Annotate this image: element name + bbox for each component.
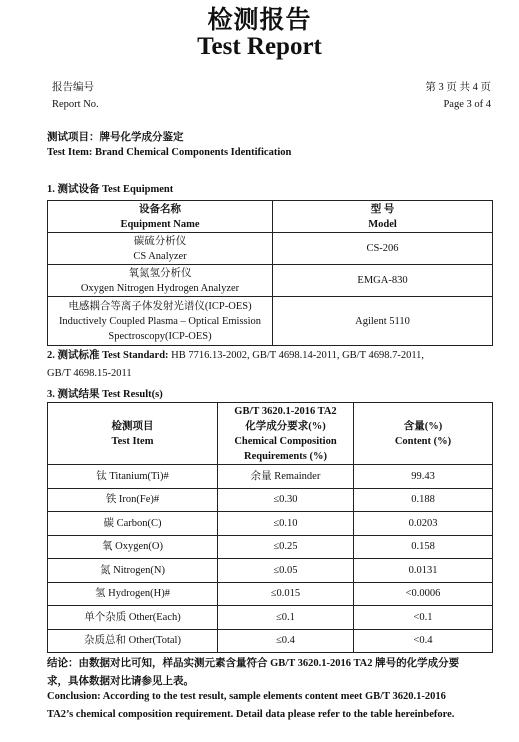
requirement-header-cn: 化学成分要求(%): [245, 420, 326, 432]
equipment-model-cell: Agilent 5110: [273, 297, 493, 346]
result-item-cell: 钛 Titanium(Ti)#: [48, 465, 218, 489]
title-english: Test Report: [197, 33, 322, 60]
result-item-cell: 杂质总和 Other(Total): [48, 629, 218, 653]
result-requirement-cell: 余量 Remainder: [218, 465, 354, 489]
equipment-name-cn: 氧氮氢分析仪: [128, 267, 192, 279]
result-row: [48, 535, 493, 559]
page-indicator-cn: 第 3 页 共 4 页: [425, 82, 491, 93]
equipment-name-en: Inductively Coupled Plasma – Optical Emission: [58, 315, 262, 327]
content-header: [354, 403, 493, 465]
equipment-header-row: [48, 201, 493, 233]
test-item-header-en: Test Item: [111, 435, 154, 447]
test-standard-block: [47, 347, 497, 383]
equipment-row: [48, 233, 493, 265]
report-no-label-en: Report No.: [52, 99, 99, 110]
result-content-cell: 0.0131: [354, 559, 493, 583]
result-requirement-cell: ≤0.10: [218, 512, 354, 536]
model-header: [273, 201, 493, 233]
test-item-en: Test Item: Brand Chemical Components Identification: [47, 147, 292, 158]
result-requirement-cell: ≤0.25: [218, 535, 354, 559]
title-chinese: 检测报告: [207, 7, 312, 34]
result-content-cell: 0.0203: [354, 512, 493, 536]
result-item-cell: 氧 Oxygen(O): [48, 535, 218, 559]
result-content-cell: <0.4: [354, 629, 493, 653]
equipment-model-cell: CS-206: [273, 233, 493, 265]
equipment-model-cell: EMGA-830: [273, 265, 493, 297]
conclusion-en-line2: TA2’s chemical composition requirement. Detail data please refer to the table hereinbefore.: [47, 709, 455, 720]
equipment-name-cell: [48, 265, 273, 297]
test-item-cn: 测试项目：牌号化学成分鉴定: [47, 132, 184, 143]
requirement-header-standard: GB/T 3620.1-2016 TA2: [234, 405, 337, 417]
content-header-en: Content (%): [394, 435, 452, 447]
equipment-name-en: Oxygen Nitrogen Hydrogen Analyzer: [80, 282, 240, 294]
result-item-cell: 单个杂质 Other(Each): [48, 606, 218, 630]
test-standard-text: HB 7716.13-2002, GB/T 4698.14-2011, GB/T 4698.7-2011,: [168, 350, 425, 361]
result-requirement-cell: ≤0.30: [218, 488, 354, 512]
model-header-en: Model: [368, 218, 397, 230]
result-content-cell: 0.158: [354, 535, 493, 559]
content-header-cn: 含量(%): [403, 420, 443, 432]
result-content-cell: <0.1: [354, 606, 493, 630]
equipment-name-en: CS Analyzer: [133, 250, 187, 262]
requirement-header-en-line2: Requirements (%): [244, 450, 327, 462]
conclusion-en-line1: Conclusion: According to the test result, sample elements content meet GB/T 3620.1-2016: [47, 691, 446, 702]
result-content-cell: 0.188: [354, 488, 493, 512]
result-row: [48, 606, 493, 630]
result-requirement-cell: ≤0.015: [218, 582, 354, 606]
result-row: [48, 512, 493, 536]
result-item-cell: 氮 Nitrogen(N): [48, 559, 218, 583]
conclusion-cn-line2: 求，具体数据对比请参见上表。: [47, 676, 194, 687]
result-requirement-cell: ≤0.05: [218, 559, 354, 583]
result-item-cell: 铁 Iron(Fe)#: [48, 488, 218, 512]
report-no-label-cn: 报告编号: [52, 82, 94, 93]
equipment-heading: 1. 测试设备 Test Equipment: [47, 184, 174, 195]
result-row: [48, 488, 493, 512]
equipment-name-header: [48, 201, 273, 233]
results-table: [47, 402, 493, 653]
equipment-name-en-line2: Spectroscopy(ICP-OES): [108, 330, 212, 342]
equipment-name-header-cn: 设备名称: [139, 203, 181, 215]
result-content-cell: 99.43: [354, 465, 493, 489]
test-item-header: [48, 403, 218, 465]
conclusion-cn: [47, 655, 497, 691]
test-item-header-cn: 检测项目: [111, 420, 154, 432]
equipment-row: [48, 265, 493, 297]
conclusion-cn-line1: 结论：由数据对比可知，样品实测元素含量符合 GB/T 3620.1-2016 TA2 牌号的化学成分要: [47, 658, 460, 669]
result-content-cell: <0.0006: [354, 582, 493, 606]
result-row: [48, 465, 493, 489]
equipment-name-header-en: Equipment Name: [120, 218, 200, 230]
result-requirement-cell: ≤0.4: [218, 629, 354, 653]
requirement-header-en: Chemical Composition: [234, 435, 337, 447]
equipment-name-cell: [48, 233, 273, 265]
conclusion-en: [47, 688, 497, 724]
requirement-header: [218, 403, 354, 465]
equipment-name-cn: 碳硫分析仪: [133, 235, 187, 247]
page-indicator-en: Page 3 of 4: [443, 99, 491, 110]
result-item-cell: 碳 Carbon(C): [48, 512, 218, 536]
result-requirement-cell: ≤0.1: [218, 606, 354, 630]
equipment-name-cn: 电感耦合等离子体发射光谱仪(ICP-OES): [68, 300, 252, 312]
result-row: [48, 559, 493, 583]
equipment-table: [47, 200, 493, 346]
equipment-row: [48, 297, 493, 346]
result-item-cell: 氢 Hydrogen(H)#: [48, 582, 218, 606]
results-heading: 3. 测试结果 Test Result(s): [47, 389, 163, 400]
model-header-cn: 型 号: [370, 203, 395, 215]
test-standard-label: 2. 测试标准 Test Standard:: [47, 350, 169, 361]
result-row: [48, 582, 493, 606]
test-standard-text-line2: GB/T 4698.15-2011: [47, 368, 132, 379]
result-row: [48, 629, 493, 653]
equipment-name-cell: [48, 297, 273, 346]
results-header-row: [48, 403, 493, 465]
